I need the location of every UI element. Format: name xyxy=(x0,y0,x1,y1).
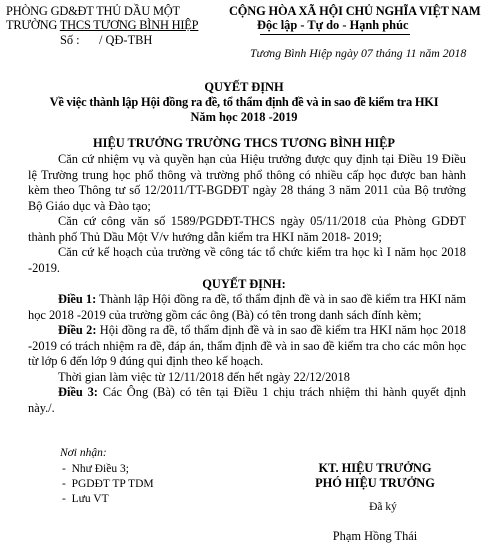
motto-underline xyxy=(260,34,410,35)
signature-title: KT. HIỆU TRƯỞNG xyxy=(318,461,432,475)
article-label: Điều 3: xyxy=(58,385,98,399)
preamble xyxy=(28,152,466,276)
article-item xyxy=(28,323,466,370)
school-year: Năm học 2018 -2019 xyxy=(190,110,298,124)
preamble-item: Căn cứ nhiệm vụ và quyền hạn của Hiệu trưởng được quy định tại Điều 19 Điều lệ Trường trung học phổ thông và trường phổ thông có nhiều cấp học được ban hành kèm theo Thông tư số 12/2011/TT-BGDĐT ngày 28 tháng 3 năm 2011 của Bộ trưởng Bộ Giáo dục và Đào tạo; xyxy=(28,152,466,213)
article-item xyxy=(28,385,466,416)
school-prefix: TRƯỜNG xyxy=(6,18,60,32)
decision-subject: Về việc thành lập Hội đồng ra đề, tổ thẩm định đề và in sao đề kiểm tra HKI xyxy=(49,95,439,109)
school-name-line xyxy=(6,18,198,34)
agency-name: PHÒNG GD&ĐT THỦ DẦU MỘT xyxy=(6,4,180,18)
nation-name: CỘNG HÒA XÃ HỘI CHỦ NGHĨA VIỆT NAM xyxy=(229,4,481,18)
article-item xyxy=(28,370,466,386)
article-label: Điều 2: xyxy=(58,323,97,337)
article-text: Các Ông (Bà) có tên tại Điều 1 chịu trách nhiệm thi hành quyết định này./. xyxy=(28,385,466,415)
article-item xyxy=(28,292,466,323)
document-number-suffix: / QĐ-TBH xyxy=(99,33,153,47)
signature-subtitle: PHÓ HIỆU TRƯỞNG xyxy=(315,476,435,490)
article-text: Hội đồng ra đề, tổ thẩm định đề và in sao đề kiểm tra HKI năm học 2018 -2019 có trách nhiệm ra đề, đáp án, thẩm định đề và in sao đề kiểm tra cho các môn học từ lớp 6 đến lớp 9 đúng qui định theo kế hoạch. xyxy=(28,323,466,368)
article-label: Điều 1: xyxy=(58,292,97,306)
preamble-item: Căn cứ công văn số 1589/PGDĐT-THCS ngày 05/11/2018 của Phòng GDĐT thành phố Thủ Dầu Một V/v hướng dẫn kiểm tra HKI năm 2018- 2019; xyxy=(28,214,466,244)
article-text: Thành lập Hội đồng ra đề, tổ thẩm định đề và in sao đề kiểm tra HKI năm học 2018 -2019 của trường gồm các ông (Bà) có tên trong danh sách đính kèm; xyxy=(28,292,466,322)
recipient-item: - Lưu VT xyxy=(62,493,109,505)
date-line: Tương Bình Hiệp ngày 07 tháng 11 năm 2018 xyxy=(250,46,467,60)
motto: Độc lập - Tự do - Hạnh phúc xyxy=(257,18,409,32)
articles xyxy=(28,292,466,416)
signed-note: Đã ký xyxy=(369,501,397,513)
recipient-item: - PGDĐT TP TDM xyxy=(62,478,154,490)
decision-title: QUYẾT ĐỊNH xyxy=(204,80,284,94)
preamble-item: Căn cứ kế hoạch của trường về công tác tổ chức kiểm tra học kì I năm học 2018 -2019. xyxy=(28,245,466,275)
article-text: Thời gian làm việc từ 12/11/2018 đến hết ngày 22/12/2018 xyxy=(58,369,350,384)
recipient-item: - Như Điều 3; xyxy=(62,463,129,475)
recipients-label: Nơi nhận: xyxy=(60,447,107,459)
decision-heading: QUYẾT ĐỊNH: xyxy=(202,277,286,291)
authority-heading: HIỆU TRƯỞNG TRƯỜNG THCS TƯƠNG BÌNH HIỆP xyxy=(92,136,395,150)
school-name: THCS TƯƠNG BÌNH HIỆP xyxy=(59,18,199,32)
document-number-label: Số : xyxy=(60,33,80,47)
signer-name: Phạm Hồng Thái xyxy=(332,529,418,543)
